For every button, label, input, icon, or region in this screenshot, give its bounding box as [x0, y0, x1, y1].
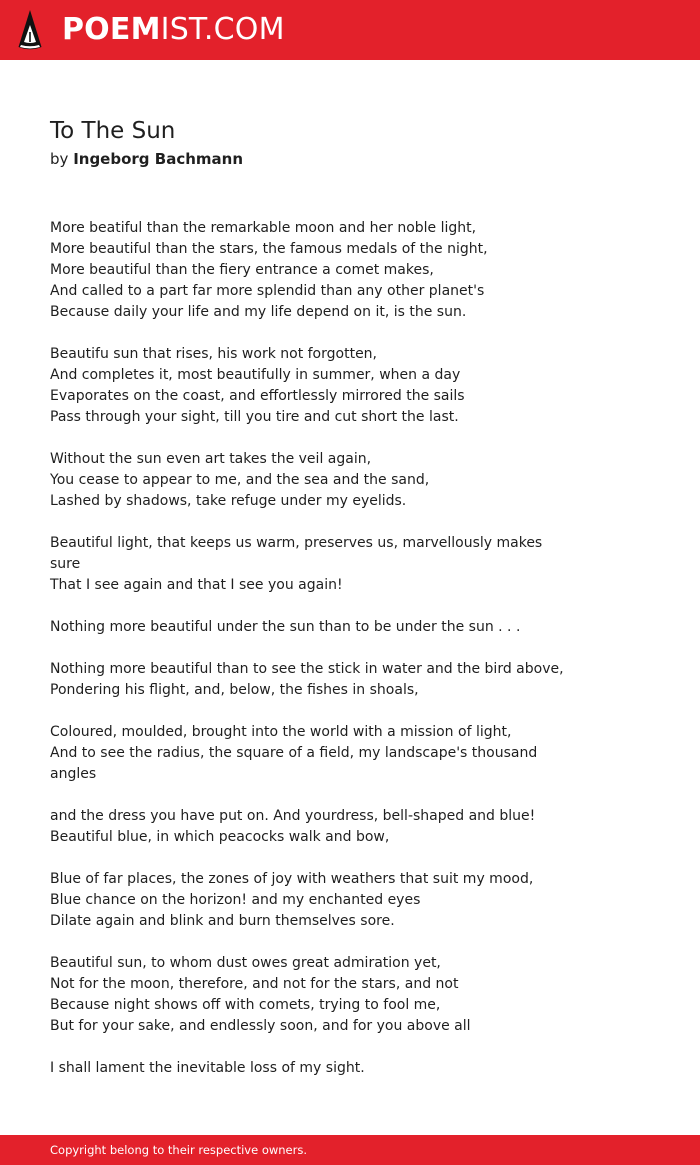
- poem-line: More beautiful than the fiery entrance a comet makes,: [50, 262, 434, 278]
- poem-line: Nothing more beautiful than to see the stick in water and the bird above,: [50, 661, 564, 677]
- poem-stanza: [50, 533, 575, 596]
- poem-line: Coloured, moulded, brought into the world with a mission of light,: [50, 724, 512, 740]
- poem-line: Blue of far places, the zones of joy with weathers that suit my mood,: [50, 871, 534, 887]
- poem-line: Evaporates on the coast, and effortlessly mirrored the sails: [50, 388, 465, 404]
- brand-name-light: IST.COM: [160, 12, 285, 47]
- pen-nib-icon[interactable]: [17, 9, 43, 51]
- poem-line: But for your sake, and endlessly soon, and for you above all: [50, 1018, 471, 1034]
- site-footer: [0, 1135, 700, 1165]
- poem-line: Beautiful sun, to whom dust owes great admiration yet,: [50, 955, 441, 971]
- poem-line: Beautiful blue, in which peacocks walk and bow,: [50, 829, 390, 845]
- brand-name-bold: POEM: [62, 12, 161, 47]
- poem-line: More beatiful than the remarkable moon and her noble light,: [50, 220, 477, 236]
- poem-stanza: [50, 659, 575, 701]
- poem-stanza: [50, 869, 575, 932]
- byline-prefix: by: [50, 150, 69, 168]
- poem-stanza: [50, 806, 575, 848]
- poem-title: To The Sun: [50, 118, 176, 144]
- poem-line: Not for the moon, therefore, and not for the stars, and not: [50, 976, 459, 992]
- poem-line: And to see the radius, the square of a field, my landscape's thousand angles: [50, 745, 538, 782]
- poem-line: Without the sun even art takes the veil again,: [50, 451, 372, 467]
- poem-line: And called to a part far more splendid than any other planet's: [50, 283, 485, 299]
- copyright-text: Copyright belong to their respective owners.: [50, 1143, 308, 1157]
- poem-stanza: [50, 1058, 575, 1079]
- poem-line: Beautifu sun that rises, his work not forgotten,: [50, 346, 378, 362]
- poem-line: Nothing more beautiful under the sun than to be under the sun . . .: [50, 619, 521, 635]
- site-logo-text[interactable]: [62, 12, 285, 48]
- poem-line: Because night shows off with comets, trying to fool me,: [50, 997, 441, 1013]
- poem-line: and the dress you have put on. And yourdress, bell-shaped and blue!: [50, 808, 536, 824]
- poem-line: And completes it, most beautifully in summer, when a day: [50, 367, 461, 383]
- site-header: [0, 0, 700, 60]
- poem-line: Beautiful light, that keeps us warm, preserves us, marvellously makes sure: [50, 535, 543, 572]
- poem-body: [50, 218, 575, 1100]
- poem-line: Because daily your life and my life depend on it, is the sun.: [50, 304, 467, 320]
- poem-line: More beautiful than the stars, the famous medals of the night,: [50, 241, 488, 257]
- poem-line: You cease to appear to me, and the sea and the sand,: [50, 472, 430, 488]
- poem-stanza: [50, 617, 575, 638]
- poem-line: Pass through your sight, till you tire and cut short the last.: [50, 409, 459, 425]
- poem-stanza: [50, 218, 575, 323]
- poem-line: Dilate again and blink and burn themselves sore.: [50, 913, 395, 929]
- poem-line: Blue chance on the horizon! and my enchanted eyes: [50, 892, 421, 908]
- poem-line: Lashed by shadows, take refuge under my eyelids.: [50, 493, 407, 509]
- poem-line: I shall lament the inevitable loss of my sight.: [50, 1060, 365, 1076]
- poem-stanza: [50, 722, 575, 785]
- poem-line: Pondering his flight, and, below, the fishes in shoals,: [50, 682, 419, 698]
- poem-stanza: [50, 449, 575, 512]
- byline: [50, 148, 243, 170]
- author-name[interactable]: Ingeborg Bachmann: [73, 150, 243, 168]
- poem-stanza: [50, 344, 575, 428]
- poem-line: That I see again and that I see you again!: [50, 577, 343, 593]
- poem-stanza: [50, 953, 575, 1037]
